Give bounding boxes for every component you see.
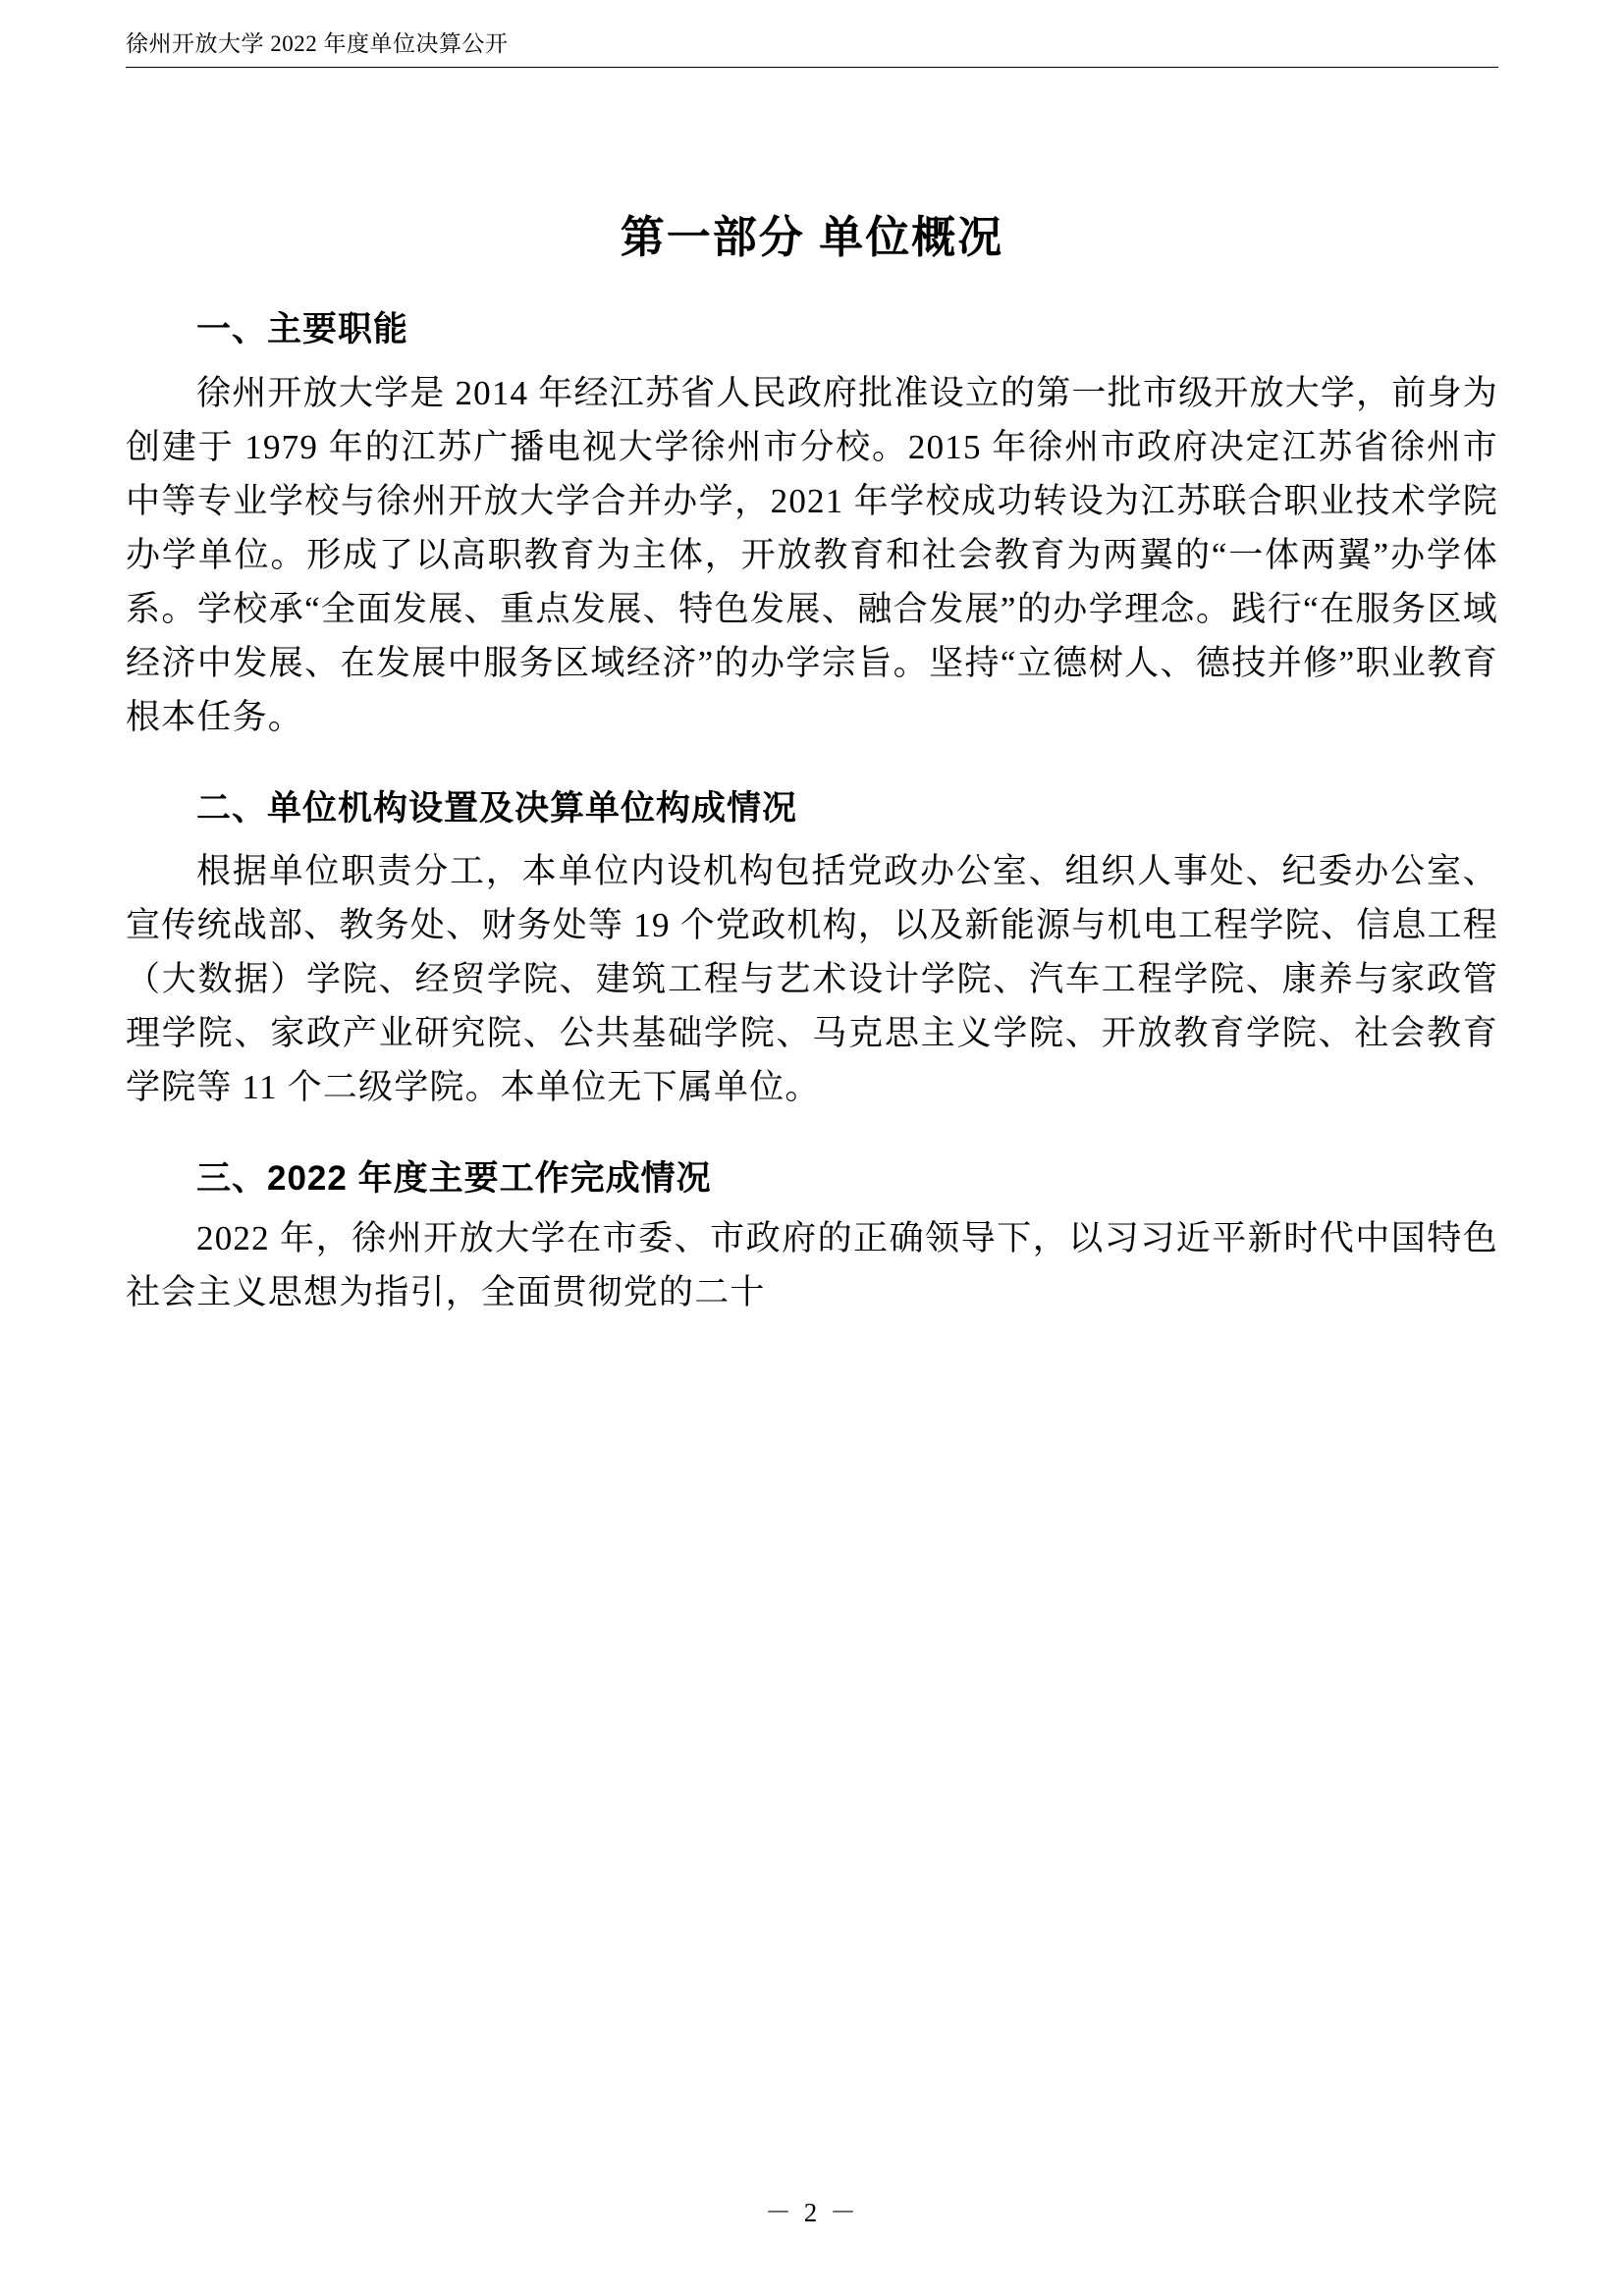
page-number: － 2 － <box>765 2198 859 2227</box>
paragraph-organization-structure: 根据单位职责分工，本单位内设机构包括党政办公室、组织人事处、纪委办公室、宣传统战部、教务处、财务处等 19 个党政机构，以及新能源与机电工程学院、信息工程（大数据）学院、经贸学院、建筑工程与艺术设计学院、汽车工程学院、康养与家政管理学院、家政产业研究院、公共基础学院、马克思主义学院、开放教育学院、社会教育学院等 11 个二级学院。本单位无下属单位。 <box>126 852 1498 1107</box>
section-heading-annual-work-summary: 三、2022 年度主要工作完成情况 <box>196 1159 712 1199</box>
page-footer <box>0 2191 1624 2229</box>
paragraph-main-functions: 徐州开放大学是 2014 年经江苏省人民政府批准设立的第一批市级开放大学，前身为创建于 1979 年的江苏广播电视大学徐州市分校。2015 年徐州市政府决定江苏省徐州市中等专业学校与徐州开放大学合并办学，2021 年学校成功转设为江苏联合职业技术学院办学单位。形成了以高职教育为主体，开放教育和社会教育为两翼的“一体两翼”办学体系。学校承“全面发展、重点发展、特色发展、融合发展”的办学理念。践行“在服务区域经济中发展、在发展中服务区域经济”的办学宗旨。坚持“立德树人、德技并修”职业教育根本任务。 <box>126 373 1498 736</box>
page-header <box>0 0 1624 77</box>
section-heading-organization-structure: 二、单位机构设置及决算单位构成情况 <box>196 788 798 828</box>
page-content <box>126 116 1498 1319</box>
part-title: 第一部分 单位概况 <box>620 212 1004 262</box>
header-divider-rule <box>126 67 1498 68</box>
paragraph-annual-work-summary: 2022 年，徐州开放大学在市委、市政府的正确领导下，以习习近平新时代中国特色社会主义思想为指引，全面贯彻党的二十 <box>126 1218 1498 1311</box>
section-heading-main-functions: 一、主要职能 <box>196 310 409 349</box>
running-header-title: 徐州开放大学 2022 年度单位决算公开 <box>126 31 509 56</box>
